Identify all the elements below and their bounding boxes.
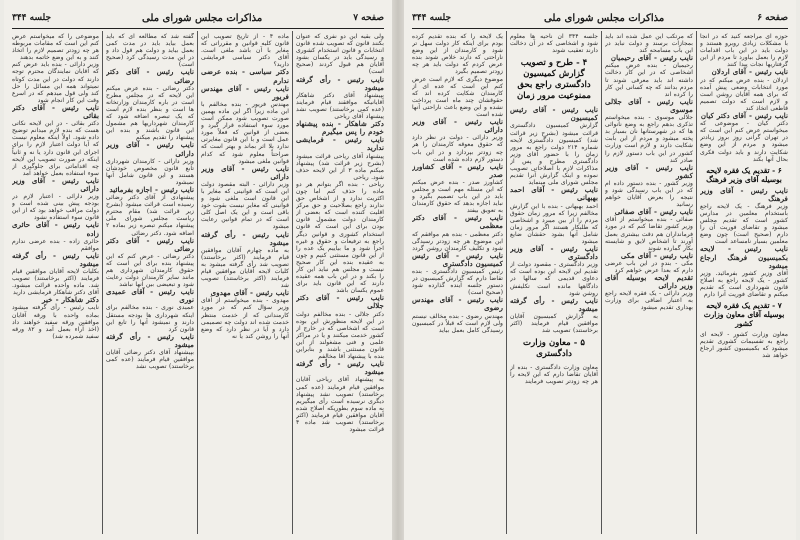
- body-paragraph: موضوع دیگری که لازم است عرض کنم این است که عده ای از کارمندان شکایت کرده اند که حقوقشان چند ماه است پرداخت نشده و این وضع باعث ناراحتی آنها شده است: [412, 75, 503, 119]
- speaker-line: نایب رئیس - اجازه بفرمائید: [109, 184, 194, 194]
- speaker-line: نایب رئیس - آقای وزیر دادگستری: [510, 244, 598, 262]
- speaker-line: دکتر شاهکار - بنده پیشنهاد خودم را پس میگیرم: [296, 119, 384, 137]
- column-divider: [197, 31, 198, 534]
- body-paragraph: وزیر دارائی - یک فقره لایحه راجع به اعتبار اضافی برای وزارت بهداری تقدیم میشود: [605, 290, 693, 312]
- column-divider: [696, 31, 697, 534]
- speaker-line: نایب رئیس - آقای جلالی موسوی: [605, 96, 693, 114]
- speaker-line: نایب رئیس - آقای دکتر رضائی: [106, 67, 194, 85]
- body-paragraph: جلالی موسوی - بنده میخواستم تذکری بدهم راجع به وضع نانوائی ها که در شهرستانها نان بسیار بد پخته میشود و مردم از این بابت شکایت دارند و لازم است وزارت کشور در این باب دستور لازم را صادر کند: [605, 114, 693, 164]
- speaker-line: دکتر سیاسی - بنده عرضی ندارم: [201, 67, 289, 85]
- column-divider: [292, 31, 293, 534]
- speaker-line: نایب رئیس - آقای دکتر جلالی: [296, 293, 384, 311]
- speaker-line: نایب رئیس - رأی گرفته میشود: [201, 229, 289, 247]
- body-paragraph: دکتر رضائی - عرض کنم که این پیشنهاد بنده برای این است که حقوق کارمندان شهرداری هم مانند سایر کارمندان دولت رعایت شود و تبعیضی بین آنها نباشد: [106, 252, 194, 289]
- body-paragraph: ولی بقیه این دو نفری که عنوان بکنند قانون که تصویب شده قانون انتخابات و قانون استخدام کشوری و رسیدگی باید در یکسان بشود آقایان هم قبول کردند (صحیح است): [296, 33, 384, 76]
- agenda-title: ۴ - طرح و تصویب گزارش کمیسیون دادگستری راجع بحق ممنوعیت مرور زمان: [516, 58, 592, 102]
- right-column-2: [605, 33, 693, 534]
- body-paragraph: بپیشنهاد آقای دکتر شاهکار آقایانیکه موافقند قیام فرمایند (عده کمی برخاستند) تصویب نشد پیشنهاد آقای ریاحی: [296, 91, 384, 121]
- right-page-header: [412, 10, 788, 26]
- body-paragraph: ریاحی - بنده اگر بتوانم هر دو ماده را حذف کنم اما چون اکثریت ندارد و از اشخاص حق ندارند راجع بصلاحیت و حق مرکز اقلیت کننده است که بعضی از کارمندان دولت مشمول قانون بودن برای این است که قانون استخدام کشوری و قوانین دیگر راجع به ترفیعات و حقوق و غیره اجرا شود و ما بیاییم یک عده را از این قانون مستثنی کنیم و چون به عقیده بنده این کار صحیح نیست و مجلس هم نباید این کار را بکند و در این باب همه عقیده دارند که این قانون باید برای عموم یکسان باشد: [296, 180, 384, 295]
- speaker-paragraph: [412, 296, 503, 312]
- body-paragraph: دکتر بقائی - در این لایحه نکاتی هست که بنده لازم میدانم توضیح داده شود. اولاً اینکه معلوم نیست که آیا دولت اعتبار لازم را برای اجرای این قانون دارد یا نه و ثانیاً اینکه در صورت تصویب این لایحه چه اقداماتی برای جلوگیری از سوء استفاده بعمل خواهد آمد: [12, 120, 99, 177]
- column-divider: [601, 31, 602, 534]
- speaker-paragraph: [296, 120, 384, 136]
- speaker-line: نایب رئیس - آقای وزیر فرهنگ: [700, 185, 788, 203]
- speaker-paragraph: [12, 177, 99, 193]
- speaker-line: نایب رئیس - آقای دکتر معظمی: [412, 213, 503, 231]
- speaker-line: نایب رئیس - آقای وزیر دارائی: [12, 175, 99, 193]
- section-heading: ۷ - تقدیم یک فقره لایحه بوسیله آقای معاون وزارت کشور: [703, 301, 785, 329]
- body-paragraph: دکتر جلالی - بنده مخالفم دولت در این لایحه منظورش این بوده است که اشخاصی که در خارج از کشور خدمت میکنند و یا در مراکز علمی و فنی مشغولند از این قانون مستثنی باشند و بنابراین بنده با پیشنهاد آقا مخالفم: [296, 310, 384, 361]
- speaker-line: نایب رئیس - آقای حائری زاده: [12, 220, 99, 238]
- body-paragraph: موضوعی را که میخواستم عرض کنم این است که مقامات مربوطه هر چه زودتر تصمیم لازم را اتخاذ کنند و به این وضع خاتمه بدهند: [12, 33, 99, 62]
- body-paragraph: به پیشنهاد آقای ریاحی آقایان موافقین قیام فرمایند (عده کمی برخاستند) تصویب نشد پیشنهاد دیگری نرسیده است رأی میگیریم به ماده سوم بطوریکه اصلاح شده آقایان موافقین قیام فرمایند (اکثر برخاستند) تصویب شد ماده ۴ قرائت میشود: [296, 376, 384, 434]
- body-paragraph: دکتر کیان - موضوعی که میخواستم عرض کنم این است که در تهران گرانی روز بروز زیادتر میشود و مردم از این وضع شکایت دارند و باید دولت فکری بحال آنها بکند: [700, 120, 788, 163]
- speaker-line: نایب رئیس - آقای رحیمیان: [610, 53, 693, 63]
- speaker-paragraph: [12, 221, 99, 237]
- body-paragraph: وزیر کشور - بنده دستور داده ام که در این باب رسیدگی شود و نتیجه را بعرض آقایان خواهم رسانید: [605, 179, 693, 209]
- left-column-2: [201, 33, 289, 534]
- speaker-line: نایب رئیس - آقای احمد بهبهانی: [510, 185, 598, 203]
- left-column-4: [12, 33, 99, 534]
- body-paragraph: مهدوی - بنده میخواستم از آقای وزیر سؤال کنم که در مورد کارمندانی که از خدمت منتظر خدمت شده اند دولت چه تصمیمی دارد و آیا در نظر دارد که وضع آنها را روشن کند یا نه: [201, 297, 289, 340]
- right-column-3: [510, 33, 598, 534]
- speaker-line: نایب رئیس - آقای کشاورز صدر: [412, 161, 503, 179]
- left-column-1: [296, 33, 384, 534]
- speaker-line: نایب رئیس - آقای مهندس رضوی: [412, 295, 503, 313]
- body-paragraph: مهندس رضوی - بنده مخالف نیستم ولی لازم است که قبلاً در کمیسیون رسیدگی کامل بعمل بیاید: [412, 312, 503, 334]
- left-header-page-number: صفحه ۷: [353, 13, 384, 23]
- speaker-paragraph: [12, 252, 99, 268]
- body-paragraph: گزارش کمیسیون دادگستری قرائت میشود (بشرح زیر قرائت شد) کمیسیون دادگستری لایحه شماره ۲۱۴ دولت راجع به مرور زمان را با حضور آقای وزیر دادگستری مطرح و پس از مذاکرات لازم با اصلاحاتی تصویب نموده و اینک گزارش آنرا تقدیم مجلس شورای ملی مینماید: [510, 122, 598, 187]
- speaker-line: نایب رئیس - فرمایشی ندارید: [296, 135, 384, 153]
- speaker-line: نایب رئیس - آقای دکتر رضائی: [106, 235, 194, 253]
- body-paragraph: نایب رئیس - رأی گرفته میشود بماده واحده با ورقه آقایان موافقین ورقه سفید خواهند داد (اخذ آراء بعمل آمد و ۸۲ ورقه سفید شمرده شد): [12, 304, 99, 340]
- body-paragraph: که مرتکب این عمل شده اند باید بمجازات برسند و دولت نباید در این باب مسامحه کند: [605, 33, 693, 55]
- speaker-paragraph: [412, 118, 503, 134]
- speaker-paragraph: [296, 360, 384, 376]
- body-paragraph: وزیر دادگستری - مقصود دولت از تقدیم این لایحه این بوده است که دعاوی قدیمی که سالها در دادگاهها مانده است تکلیفش روشن شود: [510, 261, 598, 297]
- speaker-paragraph: [106, 68, 194, 84]
- speaker-line: نایب رئیس - لایحه بکمیسیون فرهنگ ارجاع میشود: [700, 244, 788, 270]
- column-divider: [102, 31, 103, 534]
- body-paragraph: به ماده چهارم آقایان موافقین قیام فرمایند (اکثر برخاستند) تصویب شد رأی گرفته میشود به کلیات لایحه آقایان موافقین قیام فرمایند (اکثر برخاستند) تصویب شد: [201, 246, 289, 290]
- body-paragraph: احمد بهبهانی - بنده با این گزارش مخالفم زیرا که مرور زمان حقوق مردم را از بین میبرد و اشخاصی که طلبکار هستند اگر مرور زمان شامل آنها بشود حقشان ضایع میشود: [510, 202, 598, 245]
- right-header-title: مذاکرات مجلس شورای ملی: [544, 12, 665, 24]
- left-header-title: مذاکرات مجلس شورای ملی: [142, 12, 263, 24]
- body-paragraph: رئیس کمیسیون دادگستری - بنده تقاضا دارم که گزارش کمیسیون در دستور جلسه آینده گذارده شود (صحیح است): [412, 268, 503, 297]
- body-paragraph: وزیر فرهنگ - یک لایحه راجع باستخدام معلمین در مدارس کشور است که تقدیم مجلس میشود و تقاضای فوریت آن را دارم (صحیح است) چون وضع معلمین بسیار نامساعد است: [700, 202, 788, 246]
- body-paragraph: پیشنهادی از آقای دکتر رضائی رسیده است قرائت میشود (بشرح زیر قرائت شد) مقام محترم ریاست مجلس شورای ملی پیشنهاد میکنم تبصره زیر بماده ۲ اضافه شود. دکتر رضائی: [106, 194, 194, 237]
- speaker-line: نایب رئیس - آقای اردلان: [711, 67, 788, 77]
- speaker-paragraph: [296, 76, 384, 92]
- speaker-paragraph: [700, 68, 788, 76]
- speaker-paragraph: [510, 297, 598, 313]
- body-paragraph: حائری زاده - بنده عرضی ندارم موافقم: [12, 237, 99, 252]
- speaker-line: نایب رئیس - رأی گرفته میشود: [12, 250, 99, 268]
- body-paragraph: عمیدی نوری - بنده مخالفم برای اینکه شهرداری ها بودجه مستقل دارند و نمیشود آنها را تابع این قانون کرد: [106, 304, 194, 333]
- right-header-session: جلسه ۳۴۴: [412, 13, 452, 23]
- speaker-paragraph: [605, 54, 693, 62]
- body-paragraph: پیشنهاد آقای ریاحی قرائت میشود (بشرح زیر قرائت شد) پیشنهاد میکنم ماده ۳ از این لایحه حذف شود. ریاحی: [296, 152, 384, 181]
- speaker-paragraph: [510, 106, 598, 122]
- body-paragraph: بکلیات لایحه آقایان موافقین قیام فرمایند (اکثر برخاستند) تصویب شد. ماده واحده قرائت میشود. آقای دکتر شاهکار فرمایشی دارید: [12, 268, 99, 297]
- speaker-line: نایب رئیس - رأی گرفته میشود: [296, 74, 384, 92]
- speaker-line: نایب رئیس - آقای رئیس کمیسیون: [510, 105, 598, 123]
- speaker-paragraph: [106, 288, 194, 304]
- speaker-paragraph: [106, 237, 194, 253]
- body-paragraph: مکی - بنده در این باب عرضی دارم که بعداً عرض خواهم کرد: [605, 259, 693, 274]
- body-paragraph: گفته شد که مطالعه ای که باید بعمل بیاید باید در مدت کمی بعمل بیاید و دولت هم قول داد و در این مدت رسیدگی کرد (صحیح است): [106, 33, 194, 69]
- speaker-paragraph: [12, 104, 99, 120]
- body-paragraph: صفائی - بنده میخواستم از آقای وزیر کشور تقاضا کنم که در مورد فرمانداران هم دقت بیشتری بعمل آورند تا اشخاص لایق و شایسته بکار گمارده شوند: [605, 216, 693, 252]
- body-paragraph: معاون وزارت کشور - لایحه ای راجع به تقسیمات کشوری تقدیم میشود که بکمیسیون کشور ارجاع خواهد شد: [700, 331, 788, 360]
- body-paragraph: اردلان - بنده عرض میکنم که در مورد انتخابات وضعی پیش آمده که برای همه آقایان روشن است و لازم است که دولت تصمیم قاطعی اتخاذ کند: [700, 76, 788, 112]
- speaker-paragraph: [106, 333, 194, 349]
- left-column-3: [106, 33, 194, 534]
- speaker-line: نایب رئیس - رأی گرفته میشود: [106, 331, 194, 349]
- speaker-line: نایب رئیس - آقای وزیر دارائی: [106, 140, 194, 158]
- body-paragraph: وزیر دارائی - کارمندان شهرداری تابع قانون مخصوص خودشان هستند و این قانون شامل آنها نمیشود: [106, 157, 194, 186]
- body-paragraph: دکتر معظمی - بنده هم موافقم که این موضوع هر چه زودتر رسیدگی شود و تکلیف کارمندان روشن گردد: [412, 230, 503, 252]
- speaker-paragraph: [412, 214, 503, 230]
- speaker-line: تقدیم لایحه بوسیله آقای وزیر دارائی: [605, 273, 693, 291]
- speaker-paragraph: [510, 186, 598, 202]
- body-paragraph: مهندس فریور - بنده مخالفم با این ماده زیرا اگر این ماده بهمین صورت تصویب شود ممکن است مورد سوء استفاده قرار گیرد و بعضی از قوانین که فعلاً مورد عمل است و با این قانون مغایرتی ندارد بلا اثر بماند و بهتر است که صراحتاً معلوم شود که کدام قوانین ملغی میشود: [201, 100, 289, 165]
- speaker-paragraph: [510, 245, 598, 261]
- speaker-paragraph: [296, 136, 384, 152]
- speaker-paragraph: [700, 245, 788, 269]
- body-paragraph: یک لایحه را که بنده تقدیم کرده بودم برای اینکه کار دولت سهل تر شود و کارمندان از این وضع ناراحتی که دارند خلاص شوند بنده عرض کردم که دولت باید هر چه زودتر تصمیم بگیرد: [412, 33, 503, 76]
- left-header-rule: [12, 28, 384, 29]
- speaker-line: نایب رئیس - آقای رئیس کمیسیون دادگستری: [412, 250, 503, 268]
- body-paragraph: دکتر رضائی - بنده عرض میکنم این لایحه که در مجلس مطرح است در باره کارمندان وزارتخانه ها است و بنظر بنده لازم است که یک تبصره اضافه شود که کارمندان شهرداریها هم مشمول این قانون باشند و بنده این پیشنهاد را تقدیم میکنم: [106, 84, 194, 142]
- speaker-paragraph: [605, 252, 693, 260]
- body-paragraph: رحیمیان - بنده عرض میکنم اشخاصی که در این کار دخالت داشته اند باید معرفی شوند تا مردم بدانند که چه کسانی این کار را کرده اند: [605, 62, 693, 98]
- body-paragraph: به گزارش کمیسیون آقایان موافقین قیام فرمایند (اکثر برخاستند) تصویب شد: [510, 312, 598, 335]
- left-page-header: [12, 10, 384, 26]
- body-paragraph: جلسه ۳۴۴ آن ناحیه ها معلوم شود و اشخاصی که در آن دخالت دارند تعقیب شوند: [510, 33, 598, 55]
- right-header-rule: [412, 28, 788, 29]
- body-paragraph: بپیشنهاد آقای دکتر رضائی آقایان موافقین قیام فرمایند (عده کمی برخاستند) تصویب نشد: [106, 349, 194, 371]
- section-heading: ۶ - تقدیم یک فقره لایحه بوسیله آقای وزیر فرهنگ: [706, 165, 782, 184]
- speaker-line: نایب رئیس - رأی گرفته میشود: [510, 295, 598, 313]
- speaker-paragraph: [412, 252, 503, 268]
- speaker-line: نایب رئیس - آقای صفائی: [614, 207, 693, 217]
- right-page: [404, 0, 796, 540]
- speaker-paragraph: [605, 274, 693, 290]
- speaker-paragraph: [412, 163, 503, 179]
- left-page: [4, 0, 392, 540]
- speaker-paragraph: [201, 231, 289, 247]
- left-header-session: جلسه ۳۴۴: [12, 13, 52, 23]
- speaker-line: نایب رئیس - آقای عمیدی نوری: [106, 287, 194, 305]
- body-paragraph: ماده ۴ - از تاریخ تصویب این قانون کلیه قوانین و مقرراتی که مغایر با آن باشد ملغی است. آقای دکتر سیاسی فرمایشی دارید؟: [201, 33, 289, 69]
- speaker-line: نایب رئیس - آقای مهدوی: [210, 288, 289, 298]
- body-paragraph: حوزه ای مراجعه کنید که در آنجا با مشکلات زیادی روبرو هستند و دولت باید در این باب اقدامات لازم را بعمل بیاورد تا مردم از این گرفتاریها نجات پیدا کنند: [700, 33, 788, 69]
- speaker-line: نایب رئیس - رأی گرفته میشود: [296, 359, 384, 377]
- speaker-line: نایب رئیس - آقای مکی: [620, 250, 693, 260]
- speaker-paragraph: [605, 98, 693, 114]
- speaker-line: نایب رئیس - آقای مهندس فریور: [201, 83, 289, 101]
- speaker-line: نایب رئیس - آقای وزیر کشور: [605, 162, 693, 180]
- speaker-paragraph: [201, 68, 289, 84]
- body-paragraph: آقای وزیر کشور بفرمائید. وزیر کشور - یک لایحه راجع به اصلاح قانون شهرداری است که تقدیم میکنم و تقاضای فوریت آنرا دارم: [700, 269, 788, 298]
- body-paragraph: کشاورز صدر - بنده عرض میکنم که این مسئله مهم است و مجلس باید در این باب تصمیم بگیرد و نباید اجازه بدهد که حقوق کارمندان به تعویق بیفتد: [412, 178, 503, 215]
- book-gutter: [392, 0, 404, 540]
- speaker-paragraph: [296, 294, 384, 310]
- speaker-paragraph: [700, 112, 788, 120]
- speaker-line: دکتر شاهکار - خیر: [42, 295, 99, 305]
- body-paragraph: وزیر دارائی - دولت در نظر دارد که حقوق معوقه کارمندان را هر چه زودتر بپردازد و در این باب دستور لازم داده شده است: [412, 134, 503, 163]
- speaker-line: نایب رئیس - آقای وزیر دارائی: [201, 163, 289, 181]
- agenda-title: ۵ - معاون وزارت دادگستری: [523, 338, 585, 360]
- right-header-page-number: صفحه ۶: [757, 13, 788, 23]
- right-column-4: [412, 33, 503, 534]
- column-divider: [506, 31, 507, 534]
- body-paragraph: وزیر دارائی - اعتبار لازم در بودجه پیش بینی شده است و دولت مراقب خواهد بود که از این قانون سوء استفاده نشود: [12, 193, 99, 222]
- speaker-paragraph: [605, 164, 693, 180]
- speaker-line: نایب رئیس - آقای دکتر کیان: [700, 111, 788, 121]
- body-paragraph: وزیر دارائی - البته مقصود دولت این است که قوانینی که مغایر با این قانون است ملغی شود و قوانینی که مغایر نیست بقوت خود باقی است و این یک اصل کلی است که در تمام قوانین رعایت میشود: [201, 180, 289, 231]
- body-paragraph: وزیر دارائی - بنده باید عرض کنم که آقایان نمایندگان محترم توجه دارند که دولت در این مدت کوتاه نمیتواند همه این مسائل را حل کند ولی قول میدهم که در اسرع وقت این کار انجام شود: [12, 61, 99, 104]
- speaker-paragraph: [106, 186, 194, 194]
- speaker-paragraph: [201, 85, 289, 101]
- speaker-paragraph: [201, 165, 289, 181]
- speaker-line: نایب رئیس - آقای دکتر بقائی: [12, 102, 99, 121]
- speaker-line: نایب رئیس - آقای وزیر دارائی: [412, 117, 503, 135]
- speaker-paragraph: [700, 187, 788, 203]
- right-column-1: [700, 33, 788, 534]
- speaker-paragraph: [106, 141, 194, 157]
- body-paragraph: معاون وزارت دادگستری - بنده از آقایان تقاضا دارم که این لایحه را هر چه زودتر تصویب فرمایند: [510, 364, 598, 386]
